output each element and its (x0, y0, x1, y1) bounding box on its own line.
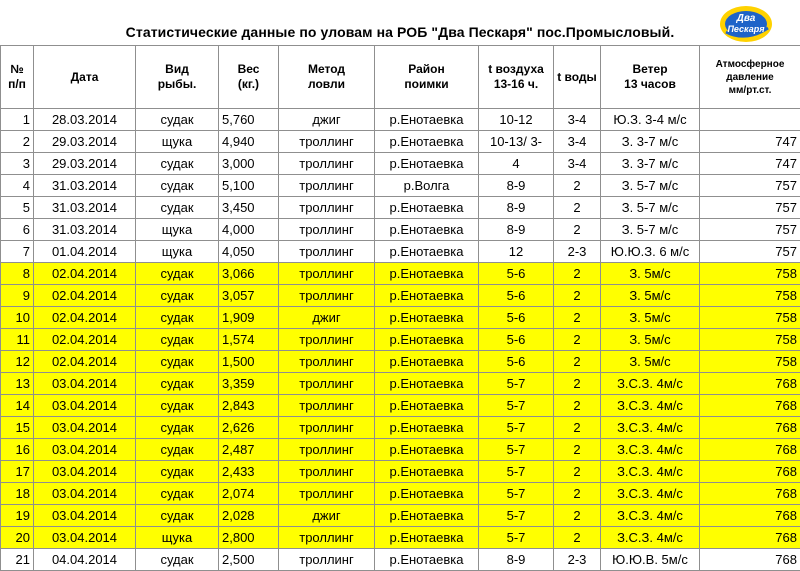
table-row (1, 241, 800, 263)
header-weight: Вес (кг.) (219, 46, 279, 109)
cell-pressure: 757 (700, 241, 800, 263)
cell-weight: 2,800 (219, 527, 279, 549)
table-row (1, 285, 800, 307)
cell-date: 03.04.2014 (34, 527, 136, 549)
cell-num: 3 (1, 153, 34, 175)
header-num: № п/п (1, 46, 34, 109)
cell-area: р.Енотаевка (375, 197, 479, 219)
cell-wind: З. 5-7 м/с (601, 197, 700, 219)
cell-weight: 3,000 (219, 153, 279, 175)
cell-water-temp: 3-4 (554, 131, 601, 153)
cell-area: р.Енотаевка (375, 153, 479, 175)
cell-water-temp: 3-4 (554, 109, 601, 131)
cell-num: 18 (1, 483, 34, 505)
cell-area: р.Енотаевка (375, 461, 479, 483)
cell-weight: 1,909 (219, 307, 279, 329)
cell-area: р.Енотаевка (375, 373, 479, 395)
cell-water-temp: 2-3 (554, 241, 601, 263)
cell-species: судак (136, 373, 219, 395)
cell-weight: 5,760 (219, 109, 279, 131)
cell-num: 12 (1, 351, 34, 373)
cell-method: троллинг (279, 153, 375, 175)
cell-pressure: 757 (700, 175, 800, 197)
cell-wind: Ю.Ю.В. 5м/с (601, 549, 700, 571)
cell-pressure: 758 (700, 263, 800, 285)
cell-date: 04.04.2014 (34, 549, 136, 571)
cell-area: р.Енотаевка (375, 505, 479, 527)
header-wind: Ветер 13 часов (601, 46, 700, 109)
cell-date: 31.03.2014 (34, 219, 136, 241)
cell-weight: 4,050 (219, 241, 279, 263)
cell-wind: З. 5-7 м/с (601, 175, 700, 197)
cell-area: р.Волга (375, 175, 479, 197)
cell-water-temp: 2 (554, 373, 601, 395)
cell-area: р.Енотаевка (375, 263, 479, 285)
cell-wind: З.С.З. 4м/с (601, 395, 700, 417)
cell-air-temp: 12 (479, 241, 554, 263)
cell-wind: З. 3-7 м/с (601, 153, 700, 175)
cell-area: р.Енотаевка (375, 439, 479, 461)
cell-wind: Ю.З. 3-4 м/с (601, 109, 700, 131)
cell-species: щука (136, 241, 219, 263)
cell-wind: З. 5м/с (601, 263, 700, 285)
cell-weight: 2,487 (219, 439, 279, 461)
table-row (1, 351, 800, 373)
cell-area: р.Енотаевка (375, 527, 479, 549)
table-row (1, 131, 800, 153)
cell-pressure: 757 (700, 197, 800, 219)
cell-pressure: 768 (700, 461, 800, 483)
cell-num: 1 (1, 109, 34, 131)
table-row (1, 175, 800, 197)
cell-area: р.Енотаевка (375, 483, 479, 505)
cell-method: троллинг (279, 131, 375, 153)
cell-water-temp: 2 (554, 351, 601, 373)
cell-method: троллинг (279, 395, 375, 417)
cell-water-temp: 2 (554, 417, 601, 439)
cell-num: 21 (1, 549, 34, 571)
cell-method: троллинг (279, 549, 375, 571)
cell-num: 16 (1, 439, 34, 461)
cell-weight: 3,057 (219, 285, 279, 307)
cell-weight: 3,359 (219, 373, 279, 395)
cell-method: троллинг (279, 329, 375, 351)
cell-num: 17 (1, 461, 34, 483)
table-row (1, 527, 800, 549)
table-row (1, 373, 800, 395)
cell-air-temp: 8-9 (479, 175, 554, 197)
cell-species: судак (136, 307, 219, 329)
cell-date: 29.03.2014 (34, 131, 136, 153)
cell-area: р.Енотаевка (375, 395, 479, 417)
cell-area: р.Енотаевка (375, 351, 479, 373)
cell-date: 02.04.2014 (34, 263, 136, 285)
cell-weight: 5,100 (219, 175, 279, 197)
cell-water-temp: 2 (554, 329, 601, 351)
cell-weight: 3,066 (219, 263, 279, 285)
cell-method: троллинг (279, 219, 375, 241)
cell-air-temp: 8-9 (479, 549, 554, 571)
cell-pressure: 768 (700, 395, 800, 417)
cell-weight: 2,028 (219, 505, 279, 527)
cell-method: троллинг (279, 439, 375, 461)
cell-area: р.Енотаевка (375, 131, 479, 153)
cell-num: 5 (1, 197, 34, 219)
cell-species: судак (136, 417, 219, 439)
cell-method: троллинг (279, 197, 375, 219)
header-air-temp: t воздуха 13-16 ч. (479, 46, 554, 109)
cell-pressure: 747 (700, 153, 800, 175)
cell-area: р.Енотаевка (375, 307, 479, 329)
cell-wind: З. 5м/с (601, 307, 700, 329)
cell-weight: 4,000 (219, 219, 279, 241)
cell-air-temp: 10-12 (479, 109, 554, 131)
cell-species: щука (136, 527, 219, 549)
cell-air-temp: 8-9 (479, 197, 554, 219)
cell-method: джиг (279, 307, 375, 329)
cell-weight: 2,074 (219, 483, 279, 505)
table-row (1, 153, 800, 175)
cell-wind: З.С.З. 4м/с (601, 461, 700, 483)
cell-weight: 2,626 (219, 417, 279, 439)
cell-date: 31.03.2014 (34, 175, 136, 197)
cell-num: 14 (1, 395, 34, 417)
cell-wind: З. 5м/с (601, 351, 700, 373)
cell-area: р.Енотаевка (375, 219, 479, 241)
cell-air-temp: 5-7 (479, 439, 554, 461)
table-row (1, 307, 800, 329)
table-row (1, 483, 800, 505)
cell-num: 11 (1, 329, 34, 351)
cell-wind: З.С.З. 4м/с (601, 483, 700, 505)
cell-wind: З. 5м/с (601, 329, 700, 351)
cell-water-temp: 2 (554, 263, 601, 285)
cell-air-temp: 8-9 (479, 219, 554, 241)
cell-num: 15 (1, 417, 34, 439)
cell-air-temp: 5-6 (479, 263, 554, 285)
cell-wind: З. 5м/с (601, 285, 700, 307)
cell-water-temp: 2 (554, 219, 601, 241)
cell-pressure: 768 (700, 527, 800, 549)
cell-method: троллинг (279, 241, 375, 263)
cell-date: 03.04.2014 (34, 461, 136, 483)
cell-area: р.Енотаевка (375, 549, 479, 571)
cell-pressure: 768 (700, 439, 800, 461)
cell-water-temp: 2 (554, 483, 601, 505)
cell-water-temp: 2 (554, 527, 601, 549)
cell-weight: 4,940 (219, 131, 279, 153)
cell-air-temp: 5-7 (479, 373, 554, 395)
cell-area: р.Енотаевка (375, 241, 479, 263)
cell-air-temp: 4 (479, 153, 554, 175)
cell-air-temp: 5-7 (479, 483, 554, 505)
cell-date: 03.04.2014 (34, 373, 136, 395)
cell-date: 03.04.2014 (34, 395, 136, 417)
cell-num: 4 (1, 175, 34, 197)
cell-water-temp: 2 (554, 175, 601, 197)
table-row (1, 109, 800, 131)
cell-species: судак (136, 329, 219, 351)
cell-water-temp: 2 (554, 505, 601, 527)
cell-num: 9 (1, 285, 34, 307)
cell-date: 29.03.2014 (34, 153, 136, 175)
cell-water-temp: 2 (554, 285, 601, 307)
cell-pressure (700, 109, 800, 131)
header-row (1, 46, 800, 109)
cell-num: 20 (1, 527, 34, 549)
cell-weight: 2,843 (219, 395, 279, 417)
cell-water-temp: 2 (554, 307, 601, 329)
table-row (1, 417, 800, 439)
cell-date: 03.04.2014 (34, 417, 136, 439)
cell-water-temp: 3-4 (554, 153, 601, 175)
cell-wind: Ю.Ю.З. 6 м/с (601, 241, 700, 263)
cell-date: 02.04.2014 (34, 307, 136, 329)
cell-method: джиг (279, 109, 375, 131)
cell-date: 02.04.2014 (34, 351, 136, 373)
header-date: Дата (34, 46, 136, 109)
cell-pressure: 768 (700, 483, 800, 505)
cell-pressure: 757 (700, 219, 800, 241)
cell-species: судак (136, 505, 219, 527)
cell-species: судак (136, 285, 219, 307)
cell-air-temp: 5-7 (479, 395, 554, 417)
cell-pressure: 758 (700, 285, 800, 307)
cell-method: троллинг (279, 461, 375, 483)
cell-species: судак (136, 439, 219, 461)
cell-pressure: 768 (700, 417, 800, 439)
cell-species: судак (136, 351, 219, 373)
cell-air-temp: 10-13/ 3- (479, 131, 554, 153)
cell-species: судак (136, 483, 219, 505)
cell-air-temp: 5-6 (479, 307, 554, 329)
cell-method: троллинг (279, 175, 375, 197)
cell-method: троллинг (279, 483, 375, 505)
table-row (1, 219, 800, 241)
table-row (1, 263, 800, 285)
cell-date: 01.04.2014 (34, 241, 136, 263)
cell-air-temp: 5-7 (479, 417, 554, 439)
header-pressure: Атмосферное давление мм/рт.ст. (700, 46, 800, 109)
cell-method: троллинг (279, 373, 375, 395)
cell-date: 03.04.2014 (34, 505, 136, 527)
cell-num: 7 (1, 241, 34, 263)
table-row (1, 549, 800, 571)
cell-species: судак (136, 395, 219, 417)
table-row (1, 329, 800, 351)
cell-area: р.Енотаевка (375, 285, 479, 307)
cell-species: щука (136, 219, 219, 241)
table-row (1, 395, 800, 417)
cell-species: судак (136, 109, 219, 131)
cell-species: судак (136, 175, 219, 197)
cell-date: 02.04.2014 (34, 329, 136, 351)
cell-air-temp: 5-6 (479, 329, 554, 351)
cell-method: троллинг (279, 285, 375, 307)
cell-num: 2 (1, 131, 34, 153)
cell-air-temp: 5-7 (479, 527, 554, 549)
cell-pressure: 768 (700, 549, 800, 571)
cell-weight: 2,433 (219, 461, 279, 483)
cell-pressure: 768 (700, 373, 800, 395)
cell-method: троллинг (279, 351, 375, 373)
cell-wind: З.С.З. 4м/с (601, 373, 700, 395)
cell-pressure: 747 (700, 131, 800, 153)
header-area: Район поимки (375, 46, 479, 109)
cell-wind: З.С.З. 4м/с (601, 505, 700, 527)
table-row (1, 439, 800, 461)
cell-water-temp: 2 (554, 395, 601, 417)
cell-water-temp: 2 (554, 197, 601, 219)
table-row (1, 505, 800, 527)
dva-peskarya-logo (718, 2, 774, 46)
cell-pressure: 758 (700, 307, 800, 329)
cell-num: 6 (1, 219, 34, 241)
table-row (1, 461, 800, 483)
cell-date: 31.03.2014 (34, 197, 136, 219)
cell-species: щука (136, 131, 219, 153)
catch-statistics-table (0, 45, 800, 571)
cell-area: р.Енотаевка (375, 109, 479, 131)
cell-date: 28.03.2014 (34, 109, 136, 131)
cell-species: судак (136, 461, 219, 483)
cell-method: троллинг (279, 417, 375, 439)
cell-pressure: 768 (700, 505, 800, 527)
header-method: Метод ловли (279, 46, 375, 109)
cell-num: 8 (1, 263, 34, 285)
cell-weight: 1,574 (219, 329, 279, 351)
cell-species: судак (136, 197, 219, 219)
cell-num: 13 (1, 373, 34, 395)
cell-water-temp: 2-3 (554, 549, 601, 571)
cell-air-temp: 5-7 (479, 505, 554, 527)
cell-wind: З. 3-7 м/с (601, 131, 700, 153)
cell-weight: 3,450 (219, 197, 279, 219)
cell-area: р.Енотаевка (375, 329, 479, 351)
cell-pressure: 758 (700, 351, 800, 373)
cell-water-temp: 2 (554, 439, 601, 461)
table-row (1, 197, 800, 219)
cell-date: 03.04.2014 (34, 439, 136, 461)
cell-weight: 2,500 (219, 549, 279, 571)
cell-species: судак (136, 549, 219, 571)
cell-wind: З.С.З. 4м/с (601, 527, 700, 549)
cell-area: р.Енотаевка (375, 417, 479, 439)
cell-wind: З.С.З. 4м/с (601, 439, 700, 461)
cell-species: судак (136, 153, 219, 175)
cell-air-temp: 5-6 (479, 351, 554, 373)
cell-air-temp: 5-7 (479, 461, 554, 483)
cell-date: 03.04.2014 (34, 483, 136, 505)
cell-wind: З.С.З. 4м/с (601, 417, 700, 439)
cell-method: джиг (279, 505, 375, 527)
cell-wind: З. 5-7 м/с (601, 219, 700, 241)
cell-date: 02.04.2014 (34, 285, 136, 307)
cell-method: троллинг (279, 527, 375, 549)
cell-method: троллинг (279, 263, 375, 285)
cell-species: судак (136, 263, 219, 285)
header-water-temp: t воды (554, 46, 601, 109)
cell-num: 19 (1, 505, 34, 527)
cell-pressure: 758 (700, 329, 800, 351)
svg-text:Пескаря: Пескаря (727, 24, 765, 34)
page-title: Статистические данные по уловам на РОБ "Два Пескаря" пос.Промысловый. (0, 24, 800, 40)
svg-text:Два: Два (736, 13, 756, 24)
header-species: Вид рыбы. (136, 46, 219, 109)
cell-num: 10 (1, 307, 34, 329)
cell-air-temp: 5-6 (479, 285, 554, 307)
cell-water-temp: 2 (554, 461, 601, 483)
cell-weight: 1,500 (219, 351, 279, 373)
